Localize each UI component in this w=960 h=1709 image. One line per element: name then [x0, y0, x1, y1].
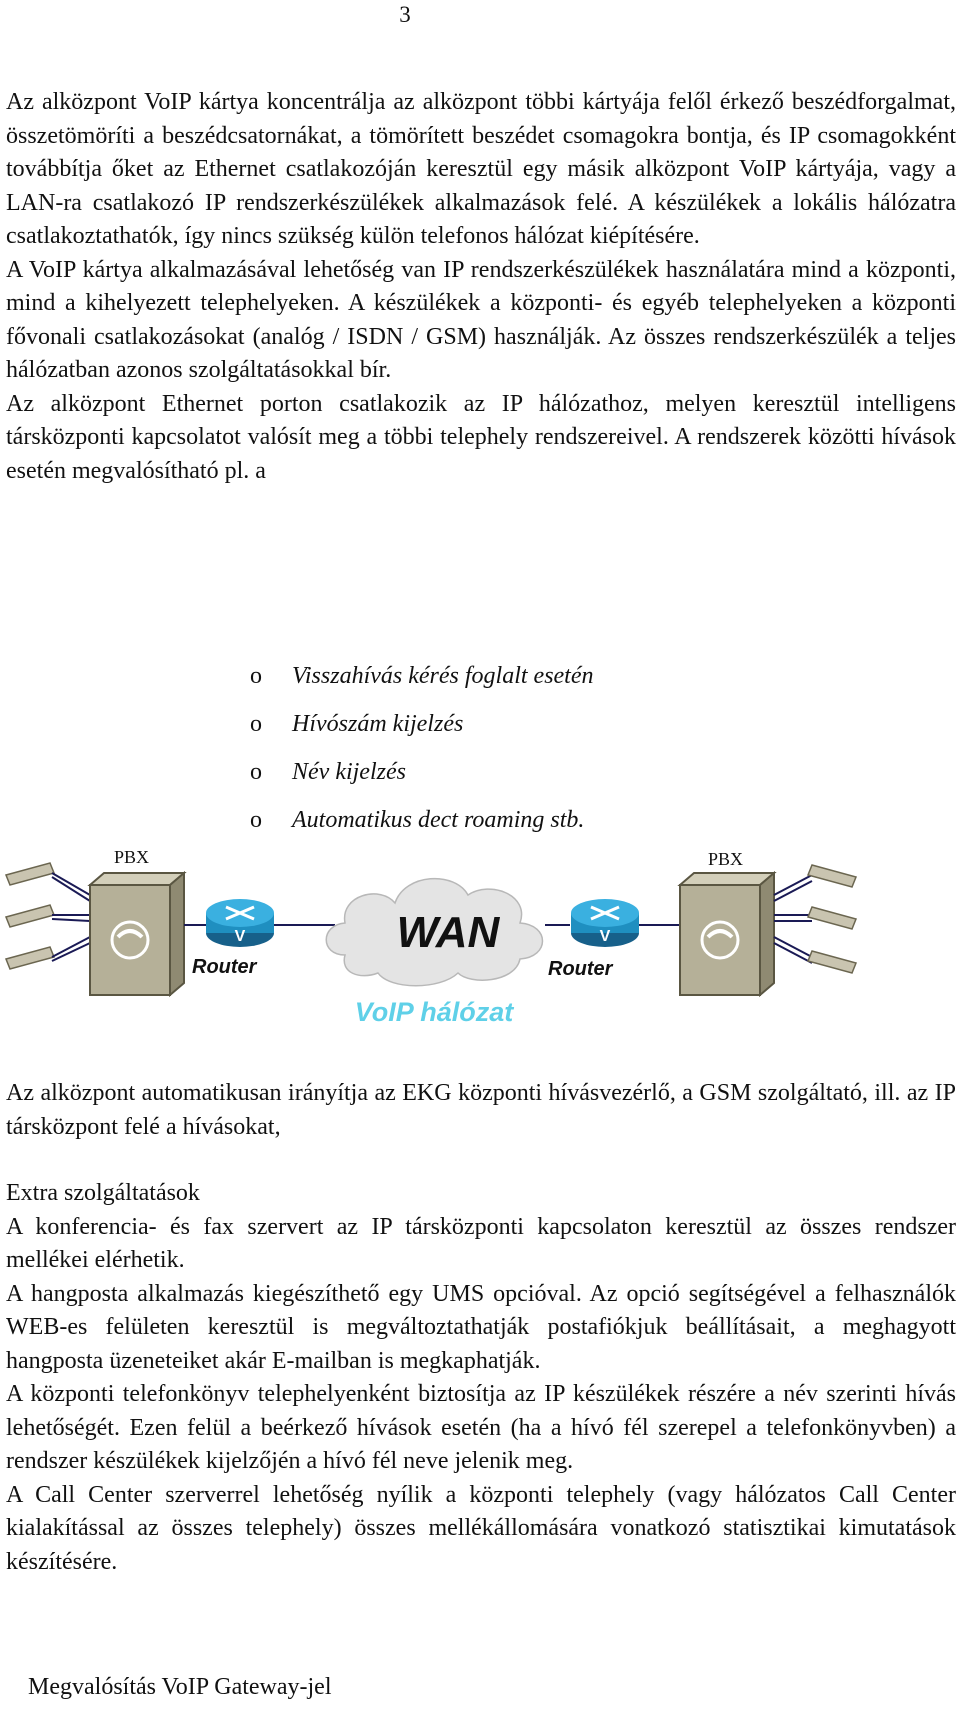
feature-callback: Visszahívás kérés foglalt esetén	[292, 663, 594, 689]
list-item	[250, 700, 594, 748]
pbx-right-label: PBX	[708, 849, 744, 869]
after-diagram-text	[6, 1077, 956, 1144]
router-left-icon	[206, 899, 274, 947]
router-right-icon	[571, 899, 639, 947]
phone-icon	[6, 863, 54, 969]
list-item	[250, 748, 594, 796]
page-number: 3	[399, 2, 411, 27]
feature-name-display: Név kijelzés	[292, 759, 406, 785]
section-heading: Extra szolgáltatások	[6, 1180, 200, 1206]
feature-caller-id: Hívószám kijelzés	[292, 711, 464, 737]
paragraph-call-center: A Call Center szerverrel lehetőség nyílik a központi telephely (vagy hálózatos Call Center kialakítással az összes telephely) összes mellékállomására vonatkozó statisztikai kimutatások készítésére.	[6, 1481, 956, 1575]
intro-text	[6, 86, 956, 488]
paragraph-phonebook: A központi telefonkönyv telephelyenként biztosítja az IP készülékek részére a név szerinti hívás lehetőségét. Ezen felül a beérkező hívások esetén (ha a hívó fél szerepel a telefonkönyvben) a rendszer készülékek kijelzőjén a hívó fél neve jelenik meg.	[6, 1381, 956, 1474]
list-item	[250, 796, 594, 844]
paragraph-ip-devices: A VoIP kártya alkalmazásával lehetőség van IP rendszerkészülékek használatára mind a központi, mind a kihelyezett telephelyeken. A készülékek a központi- és egyéb telephelyeken a központi fővonali csatlakozásokat (analóg / ISDN / GSM) használják. Az összes rendszerkészülék a teljes hálózatban azonos szolgáltatásokkal bír.	[6, 256, 956, 383]
pbx-right-icon	[680, 873, 774, 995]
phone-icon	[808, 865, 856, 973]
paragraph-conference: A konferencia- és fax szervert az IP társközponti kapcsolaton keresztül az összes rendszer mellékei elérhetik.	[6, 1213, 956, 1273]
list-bullet: o	[250, 711, 262, 737]
router-left-label: Router	[192, 956, 257, 978]
list-bullet: o	[250, 663, 262, 689]
router-right-glyph: V	[599, 928, 611, 945]
final-heading: Megvalósítás VoIP Gateway-jel	[28, 1674, 332, 1700]
router-right-label: Router	[548, 958, 613, 980]
paragraph-ethernet: Az alközpont Ethernet porton csatlakozik az IP hálózathoz, melyen keresztül intelligens társközponti kapcsolatot valósít meg a többi telephely rendszereivel. A rendszerek közötti hívások esetén megvalósítható pl. a	[6, 390, 956, 484]
voip-network-diagram	[0, 845, 960, 1045]
list-item	[250, 652, 594, 700]
paragraph-voicemail: A hangposta alkalmazás kiegészíthető egy UMS opcióval. Az opció segítségével a felhasználók WEB-es felületen keresztül is megváltoztathatják postafiókjuk beállításait, a meghagyott hangposta üzeneteiket akár E-mailban is megkaphatják.	[6, 1280, 956, 1374]
diagram-caption: VoIP hálózat	[354, 997, 514, 1027]
list-bullet: o	[250, 807, 262, 833]
feature-list	[250, 652, 594, 844]
list-bullet: o	[250, 759, 262, 785]
paragraph-routing: Az alközpont automatikusan irányítja az EKG központi hívásvezérlő, a GSM szolgáltató, ill. az IP társközpont felé a hívásokat,	[6, 1080, 956, 1140]
router-left-glyph: V	[234, 928, 246, 945]
pbx-left-icon	[90, 873, 184, 995]
feature-dect-roaming: Automatikus dect roaming stb.	[292, 807, 585, 833]
pbx-left-label: PBX	[114, 847, 150, 867]
wan-label: WAN	[396, 908, 500, 957]
extra-services	[6, 1177, 956, 1579]
paragraph-voip-card: Az alközpont VoIP kártya koncentrálja az alközpont többi kártyája felől érkező beszédforgalmat, összetömöríti a beszédcsatornákat, a tömörített beszédet csomagokra bontja, és IP csomagokként továbbítja őket az Ethernet csatlakozóján keresztül egy másik alközpont VoIP kártyája, vagy a LAN-ra csatlakozó IP rendszerkészülékek alkalmazások felé. A készülékek a lokális hálózatra csatlakoztathatók, így nincs szükség külön telefonos hálózat kiépítésére.	[6, 89, 956, 249]
